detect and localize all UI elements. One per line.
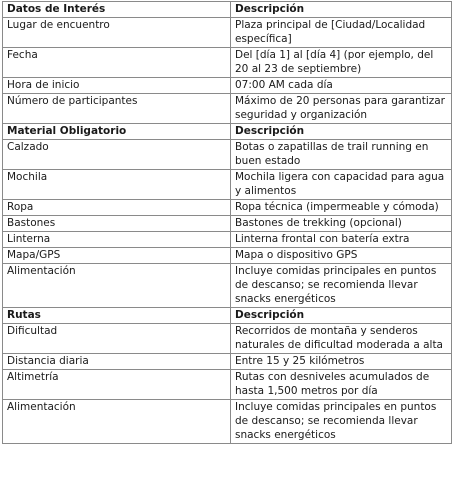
header-cell: Rutas bbox=[3, 308, 231, 324]
header-cell: Datos de Interés bbox=[3, 2, 231, 18]
value-cell: Incluye comidas principales en puntos de descanso; se recomienda llevar snacks energéticos bbox=[231, 400, 452, 444]
header-cell: Material Obligatorio bbox=[3, 124, 231, 140]
label-cell: Ropa bbox=[3, 200, 231, 216]
table-row bbox=[3, 324, 452, 354]
value-cell: Mochila ligera con capacidad para agua y alimentos bbox=[231, 170, 452, 200]
label-cell: Alimentación bbox=[3, 264, 231, 308]
value-cell: Del [día 1] al [día 4] (por ejemplo, del 20 al 23 de septiembre) bbox=[231, 48, 452, 78]
table-row bbox=[3, 264, 452, 308]
value-cell: Máximo de 20 personas para garantizar seguridad y organización bbox=[231, 94, 452, 124]
value-cell: Ropa técnica (impermeable y cómoda) bbox=[231, 200, 452, 216]
table-row bbox=[3, 18, 452, 48]
table-row bbox=[3, 232, 452, 248]
value-cell: Entre 15 y 25 kilómetros bbox=[231, 354, 452, 370]
section-header-datos bbox=[3, 2, 452, 18]
value-cell: Incluye comidas principales en puntos de descanso; se recomienda llevar snacks energéticos bbox=[231, 264, 452, 308]
label-cell: Mochila bbox=[3, 170, 231, 200]
value-cell: Plaza principal de [Ciudad/Localidad específica] bbox=[231, 18, 452, 48]
label-cell: Calzado bbox=[3, 140, 231, 170]
table-row bbox=[3, 140, 452, 170]
table-row bbox=[3, 48, 452, 78]
label-cell: Hora de inicio bbox=[3, 78, 231, 94]
value-cell: 07:00 AM cada día bbox=[231, 78, 452, 94]
label-cell: Linterna bbox=[3, 232, 231, 248]
value-cell: Botas o zapatillas de trail running en buen estado bbox=[231, 140, 452, 170]
event-info-table bbox=[2, 1, 452, 444]
table-row bbox=[3, 216, 452, 232]
header-cell: Descripción bbox=[231, 124, 452, 140]
table-row bbox=[3, 170, 452, 200]
table-row bbox=[3, 94, 452, 124]
label-cell: Dificultad bbox=[3, 324, 231, 354]
table-row bbox=[3, 370, 452, 400]
table-row bbox=[3, 78, 452, 94]
section-header-material bbox=[3, 124, 452, 140]
value-cell: Bastones de trekking (opcional) bbox=[231, 216, 452, 232]
label-cell: Mapa/GPS bbox=[3, 248, 231, 264]
value-cell: Rutas con desniveles acumulados de hasta 1,500 metros por día bbox=[231, 370, 452, 400]
label-cell: Bastones bbox=[3, 216, 231, 232]
label-cell: Distancia diaria bbox=[3, 354, 231, 370]
label-cell: Fecha bbox=[3, 48, 231, 78]
label-cell: Lugar de encuentro bbox=[3, 18, 231, 48]
value-cell: Recorridos de montaña y senderos naturales de dificultad moderada a alta bbox=[231, 324, 452, 354]
value-cell: Linterna frontal con batería extra bbox=[231, 232, 452, 248]
section-header-rutas bbox=[3, 308, 452, 324]
value-cell: Mapa o dispositivo GPS bbox=[231, 248, 452, 264]
table-row bbox=[3, 354, 452, 370]
header-cell: Descripción bbox=[231, 308, 452, 324]
table-row bbox=[3, 248, 452, 264]
label-cell: Altimetría bbox=[3, 370, 231, 400]
table-row bbox=[3, 400, 452, 444]
label-cell: Número de participantes bbox=[3, 94, 231, 124]
header-cell: Descripción bbox=[231, 2, 452, 18]
label-cell: Alimentación bbox=[3, 400, 231, 444]
table-row bbox=[3, 200, 452, 216]
